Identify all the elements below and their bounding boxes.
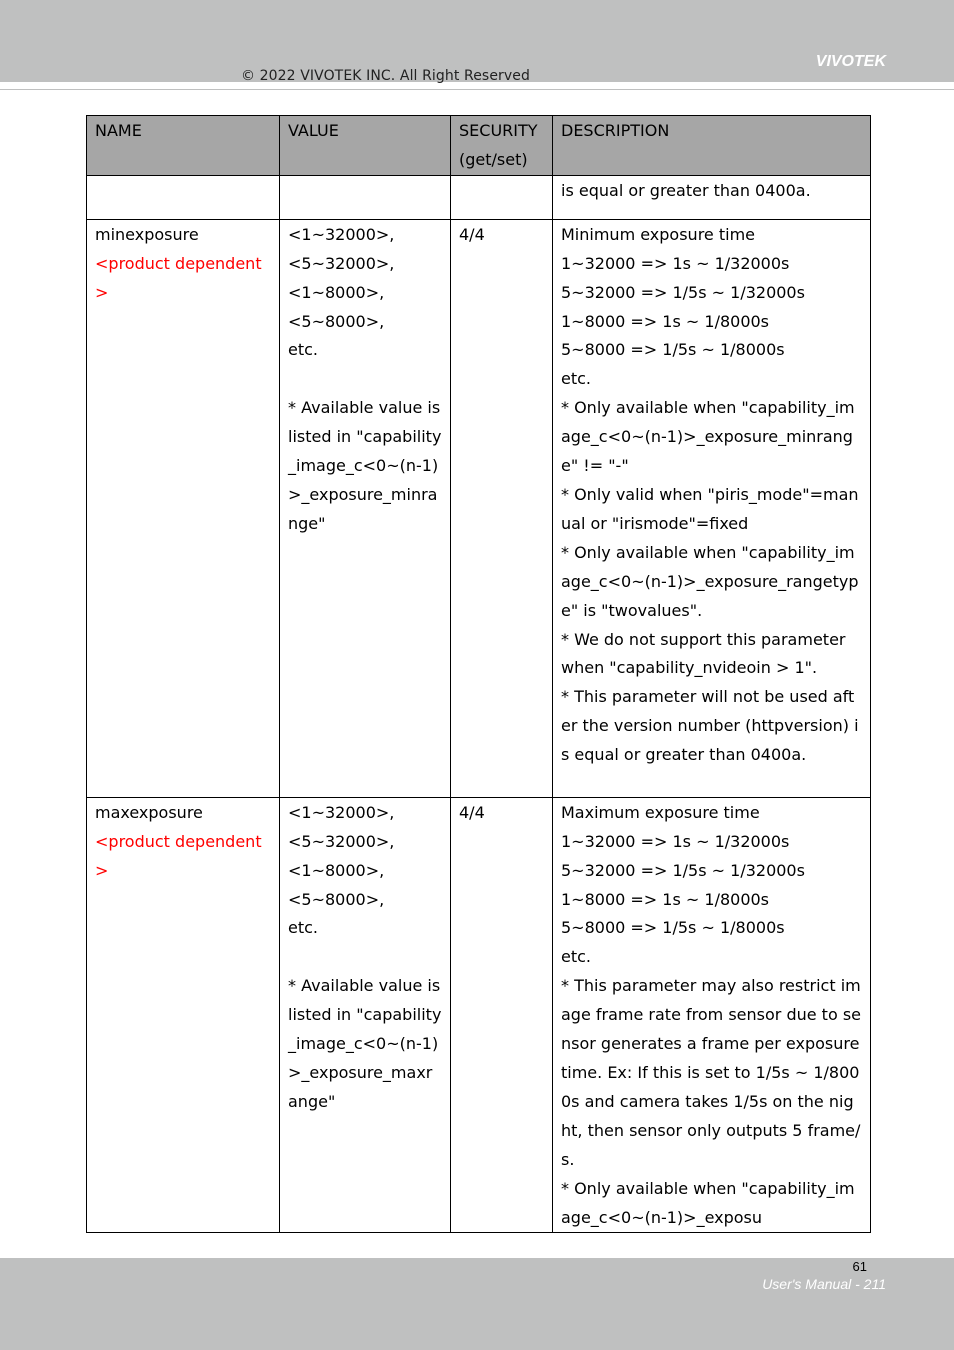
header-divider bbox=[0, 89, 954, 90]
cell-name bbox=[87, 797, 280, 1233]
cell-name bbox=[87, 175, 280, 219]
cell-security: 4/4 bbox=[451, 219, 553, 797]
table-header-row bbox=[87, 116, 871, 176]
cell-description: Maximum exposure time 1~32000 => 1s ~ 1/32000s 5~32000 => 1/5s ~ 1/32000s 1~8000 => 1s ~ 1/8000s 5~8000 => 1/5s ~ 1/8000s etc. * This parameter may also restrict image frame rate from sensor due to sensor generates a frame per exposure time. Ex: If this is set to 1/5s ~ 1/8000s and camera takes 1/5s on the night, then sensor only outputs 5 frame/s. * Only available when "capability_image_c<0~(n-1)>_exposu bbox=[553, 797, 871, 1233]
cell-security bbox=[451, 175, 553, 219]
column-header-security: SECURITY (get/set) bbox=[451, 116, 553, 176]
product-dependent-note: <product dependent> bbox=[95, 253, 262, 302]
param-name: maxexposure bbox=[95, 802, 203, 822]
column-header-value: VALUE bbox=[280, 116, 451, 176]
table-row bbox=[87, 219, 871, 797]
cell-security: 4/4 bbox=[451, 797, 553, 1233]
column-header-name: NAME bbox=[87, 116, 280, 176]
column-header-description: DESCRIPTION bbox=[553, 116, 871, 176]
param-name: minexposure bbox=[95, 224, 199, 244]
copyright-notice: © 2022 VIVOTEK INC. All Right Reserved bbox=[241, 68, 530, 84]
cell-name bbox=[87, 219, 280, 797]
table-row bbox=[87, 797, 871, 1233]
table-row bbox=[87, 175, 871, 219]
page-footer bbox=[0, 1258, 954, 1350]
page-number: 61 bbox=[852, 1259, 867, 1274]
cell-value: <1~32000>, <5~32000>, <1~8000>, <5~8000>, etc. * Available value is listed in "capability_image_c<0~(n-1)>_exposure_minrange" bbox=[280, 219, 451, 797]
cell-value bbox=[280, 175, 451, 219]
cell-description: is equal or greater than 0400a. bbox=[553, 175, 871, 219]
brand-logo: VIVOTEK bbox=[815, 53, 886, 70]
parameter-table bbox=[86, 115, 871, 1233]
cell-description: Minimum exposure time 1~32000 => 1s ~ 1/32000s 5~32000 => 1/5s ~ 1/32000s 1~8000 => 1s ~ 1/8000s 5~8000 => 1/5s ~ 1/8000s etc. * Only available when "capability_image_c<0~(n-1)>_exposure_minrange" != "-" * Only valid when "piris_mode"=manual or "irismode"=fixed * Only available when "capability_image_c<0~(n-1)>_exposure_rangetype" is "twovalues". * We do not support this parameter when "capability_nvideoin > 1". * This parameter will not be used after the version number (httpversion) is equal or greater than 0400a. bbox=[553, 219, 871, 797]
manual-page-label: User's Manual - 211 bbox=[762, 1276, 886, 1292]
cell-value: <1~32000>, <5~32000>, <1~8000>, <5~8000>, etc. * Available value is listed in "capability_image_c<0~(n-1)>_exposure_maxrange" bbox=[280, 797, 451, 1233]
product-dependent-note: <product dependent> bbox=[95, 831, 262, 880]
